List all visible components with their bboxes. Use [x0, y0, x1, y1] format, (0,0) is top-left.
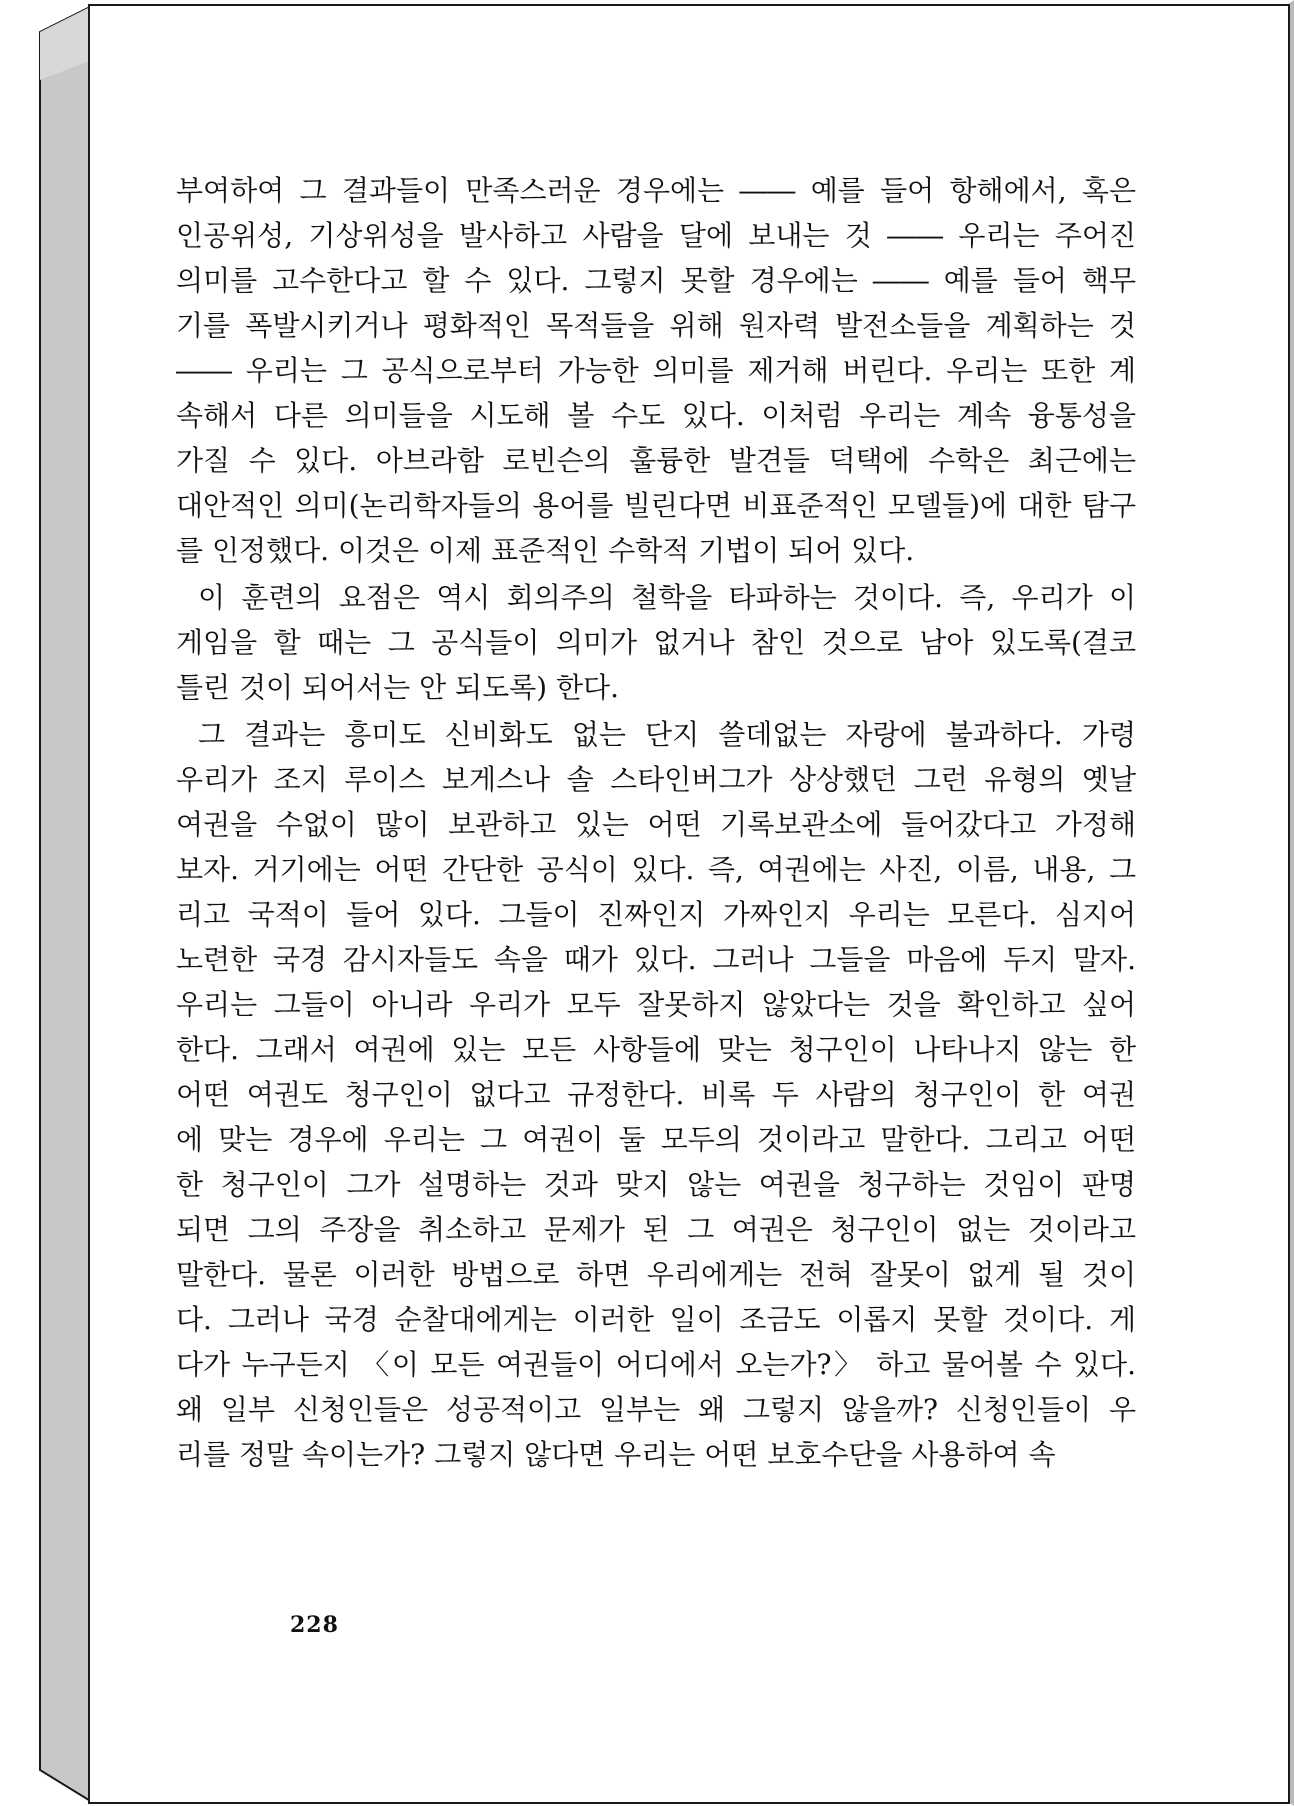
text-line: 어떤 여권도 청구인이 없다고 규정한다. 비록 두 사람의 청구인이 한 여권 — [176, 1078, 1136, 1111]
text-line: 이 훈련의 요점은 역시 회의주의 철학을 타파하는 것이다. 즉, 우리가 이 — [198, 581, 1136, 614]
text-line: 우리는 그들이 아니라 우리가 모두 잘못하지 않았다는 것을 확인하고 싶어 — [176, 988, 1136, 1021]
page-number: 228 — [290, 1612, 339, 1638]
text-line: 한다. 그래서 여권에 있는 모든 사항들에 맞는 청구인이 나타나지 않는 한 — [176, 1033, 1136, 1066]
text-line: 리를 정말 속이는가? 그렇지 않다면 우리는 어떤 보호수단을 사용하여 속 — [176, 1438, 1056, 1471]
text-line: 를 인정했다. 이것은 이제 표준적인 수학적 기법이 되어 있다. — [176, 534, 915, 567]
text-line: 보자. 거기에는 어떤 간단한 공식이 있다. 즉, 여권에는 사진, 이름, 내용, 그 — [176, 853, 1136, 886]
text-line: ―― 우리는 그 공식으로부터 가능한 의미를 제거해 버린다. 우리는 또한 계 — [176, 354, 1136, 387]
page-body-text — [176, 168, 1136, 1477]
paragraph — [176, 168, 1136, 573]
text-line: 한 청구인이 그가 설명하는 것과 맞지 않는 여권을 청구하는 것임이 판명 — [176, 1168, 1136, 1201]
text-line: 그 결과는 흥미도 신비화도 없는 단지 쓸데없는 자랑에 불과하다. 가령 — [198, 718, 1136, 751]
text-line: 여권을 수없이 많이 보관하고 있는 어떤 기록보관소에 들어갔다고 가정해 — [176, 808, 1136, 841]
text-line: 대안적인 의미(논리학자들의 용어를 빌린다면 비표준적인 모델들)에 대한 탐구 — [176, 489, 1136, 522]
text-line: 다가 누구든지 〈이 모든 여권들이 어디에서 오는가?〉 하고 물어볼 수 있다. — [176, 1348, 1136, 1381]
text-line: 인공위성, 기상위성을 발사하고 사람을 달에 보내는 것 ―― 우리는 주어진 — [176, 219, 1136, 252]
text-line: 틀린 것이 되어서는 안 되도록) 한다. — [176, 671, 619, 704]
text-line: 의미를 고수한다고 할 수 있다. 그렇지 못할 경우에는 ―― 예를 들어 핵무 — [176, 264, 1136, 297]
text-line: 다. 그러나 국경 순찰대에게는 이러한 일이 조금도 이롭지 못할 것이다. 게 — [176, 1303, 1136, 1336]
text-line: 가질 수 있다. 아브라함 로빈슨의 훌륭한 발견들 덕택에 수학은 최근에는 — [176, 444, 1136, 477]
text-line: 왜 일부 신청인들은 성공적이고 일부는 왜 그렇지 않을까? 신청인들이 우 — [176, 1393, 1136, 1426]
text-line: 말한다. 물론 이러한 방법으로 하면 우리에게는 전혀 잘못이 없게 될 것이 — [176, 1258, 1136, 1291]
text-line: 우리가 조지 루이스 보게스나 솔 스타인버그가 상상했던 그런 유형의 옛날 — [176, 763, 1136, 796]
text-line: 속해서 다른 의미들을 시도해 볼 수도 있다. 이처럼 우리는 계속 융통성을 — [176, 399, 1136, 432]
text-line: 노련한 국경 감시자들도 속을 때가 있다. 그러나 그들을 마음에 두지 말자. — [176, 943, 1136, 976]
text-line: 부여하여 그 결과들이 만족스러운 경우에는 ―― 예를 들어 항해에서, 혹은 — [176, 174, 1136, 207]
text-line: 에 맞는 경우에 우리는 그 여권이 둘 모두의 것이라고 말한다. 그리고 어떤 — [176, 1123, 1136, 1156]
text-line: 게임을 할 때는 그 공식들이 의미가 없거나 참인 것으로 남아 있도록(결코 — [176, 626, 1136, 659]
text-line: 되면 그의 주장을 취소하고 문제가 된 그 여권은 청구인이 없는 것이라고 — [176, 1213, 1136, 1246]
paragraph — [176, 575, 1136, 710]
text-line: 리고 국적이 들어 있다. 그들이 진짜인지 가짜인지 우리는 모른다. 심지어 — [176, 898, 1136, 931]
paragraph — [176, 712, 1136, 1477]
text-line: 기를 폭발시키거나 평화적인 목적들을 위해 원자력 발전소들을 계획하는 것 — [176, 309, 1136, 342]
